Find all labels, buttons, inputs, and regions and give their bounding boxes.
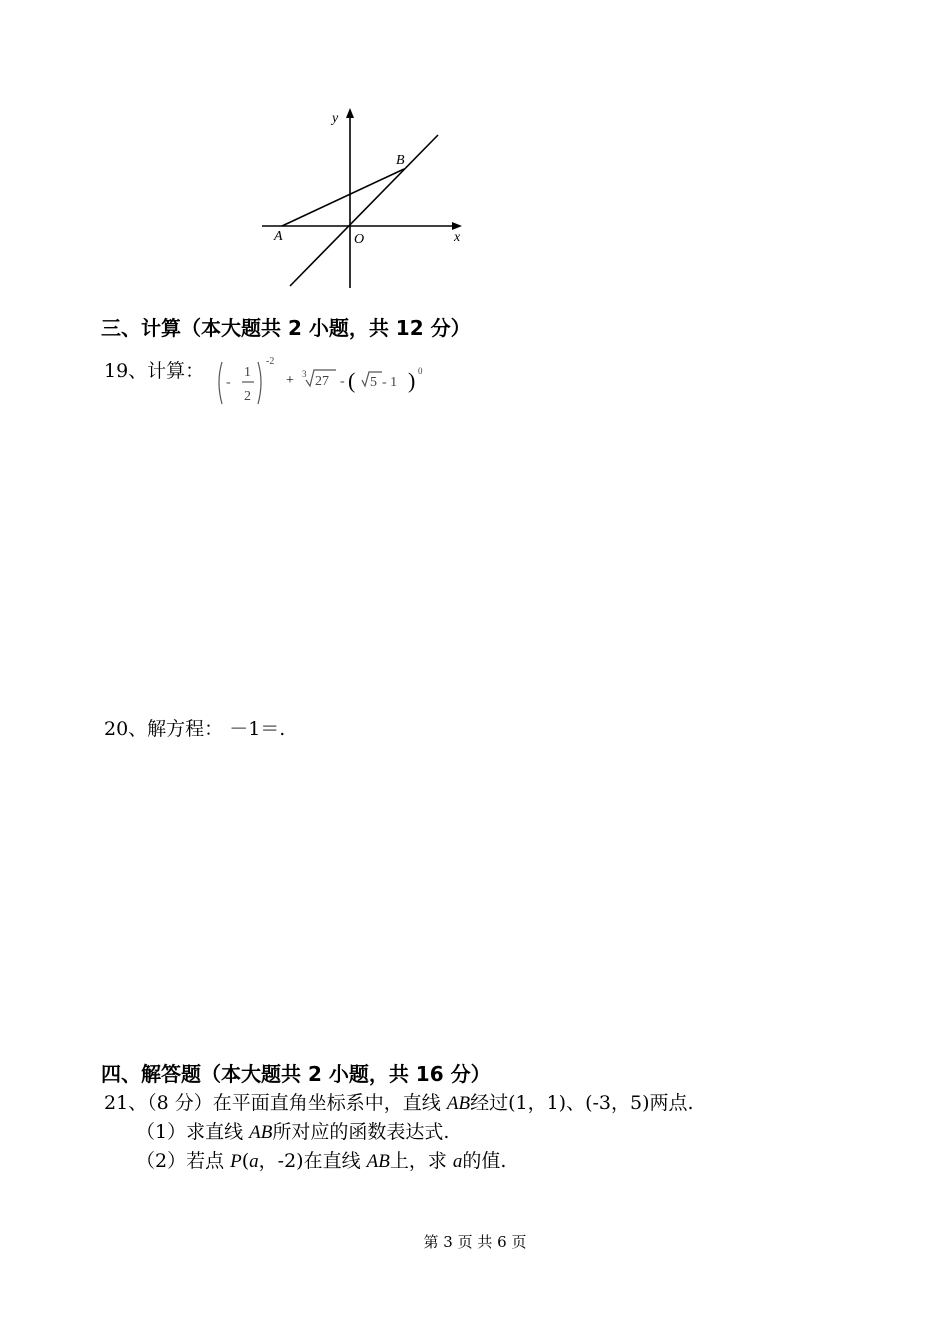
plus-sign: + [286, 373, 294, 388]
section-4-heading: 四、解答题（本大题共 2 小题，共 16 分） [101, 1062, 491, 1086]
q21-part2-a2: a [452, 1151, 463, 1172]
exponent-zero: 0 [418, 366, 423, 376]
question-21-part-2 [136, 1146, 506, 1173]
minus-sign: - [226, 375, 231, 390]
section-3-heading: 三、计算（本大题共 2 小题，共 12 分） [101, 316, 471, 340]
minus-one: - 1 [382, 375, 398, 390]
question-20: 20、解方程： －1＝. [104, 718, 286, 740]
segment-ab [282, 169, 404, 226]
radicand-5: 5 [370, 375, 377, 390]
question-21-stem [104, 1088, 694, 1115]
origin-label: O [354, 232, 365, 247]
question-19-expression [214, 352, 434, 412]
big-right-paren: ) [408, 368, 416, 393]
y-axis-label: y [332, 111, 339, 126]
minus-sign-2: - [340, 374, 345, 389]
q21-prefix: 21、（8 分）在平面直角坐标系中，直线 [104, 1092, 447, 1114]
q21-part2-coords: ，-2) [258, 1150, 304, 1172]
q21-part2-p: P [230, 1151, 242, 1172]
right-paren [258, 362, 261, 404]
q21-part2-prefix: （2）若点 [136, 1150, 231, 1172]
q21-part2-a: a [249, 1151, 259, 1172]
question-19-label: 19、计算： [104, 360, 205, 382]
q21-part2-middle: 在直线 [303, 1150, 367, 1172]
q21-part1-suffix: 所对应的函数表达式. [272, 1121, 450, 1143]
q21-ab: AB [446, 1093, 471, 1114]
page-footer: 第 3 页 共 6 页 [423, 1233, 527, 1251]
coordinate-figure [250, 100, 480, 300]
line-through-origin [290, 135, 438, 286]
point-a-label: A [274, 229, 283, 244]
point-b-label: B [396, 153, 405, 168]
q21-part1-ab: AB [249, 1122, 273, 1143]
x-axis-label: x [454, 230, 461, 245]
q21-part1-prefix: （1）求直线 [136, 1121, 250, 1143]
q21-part2-suffix: 的值. [462, 1150, 507, 1172]
fraction-denominator: 2 [244, 389, 251, 404]
q21-part2-middle2: 上，求 [389, 1150, 453, 1172]
fraction-numerator: 1 [244, 365, 251, 380]
root-index: 3 [302, 369, 307, 379]
q21-part2-paren: ( [241, 1150, 250, 1172]
q21-part2-ab: AB [366, 1151, 390, 1172]
question-21-part-1 [136, 1117, 449, 1144]
x-axis-arrow [452, 222, 462, 230]
radicand-27: 27 [315, 374, 329, 389]
left-paren [219, 362, 222, 404]
y-axis-arrow [346, 108, 354, 118]
exponent-neg2: -2 [266, 356, 275, 367]
big-left-paren: ( [348, 368, 356, 393]
q21-suffix: 经过(1，1)、(-3，5)两点. [470, 1092, 694, 1114]
